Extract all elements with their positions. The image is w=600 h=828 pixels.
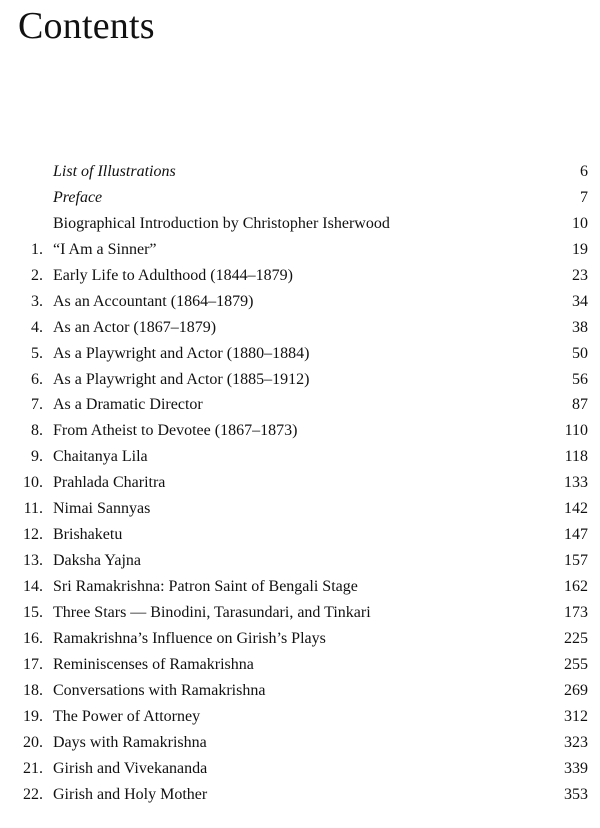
toc-entry-label: List of Illustrations	[53, 163, 176, 180]
chapter-title: Nimai Sannyas	[53, 500, 151, 518]
chapter-title: Conversations with Ramakrishna	[53, 681, 266, 699]
chapter-title: Girish and Holy Mother	[53, 785, 208, 803]
toc-entry-page: 10	[572, 214, 588, 232]
chapter-title: Daksha Yajna	[53, 552, 141, 570]
chapter-page: 56	[572, 370, 588, 388]
chapter-title: As an Accountant (1864–1879)	[53, 292, 254, 310]
chapter-number: 12.	[23, 526, 43, 544]
chapter-number: 2.	[31, 266, 43, 284]
chapter-page: 23	[572, 266, 588, 284]
toc-chapter-2[interactable]	[0, 263, 600, 289]
chapter-number: 5.	[31, 344, 43, 362]
chapter-page: 19	[572, 240, 588, 258]
toc-entry-page: 7	[580, 188, 588, 206]
chapter-number: 8.	[31, 422, 43, 440]
chapter-number: 16.	[23, 629, 43, 647]
chapter-page: 225	[564, 629, 588, 647]
chapter-page: 147	[564, 526, 588, 544]
chapter-title: Early Life to Adulthood (1844–1879)	[53, 266, 293, 284]
toc-chapter-20[interactable]	[0, 730, 600, 756]
toc-chapter-1[interactable]	[0, 237, 600, 263]
toc-entry-biographical-introduction[interactable]	[0, 211, 600, 237]
chapter-number: 7.	[31, 396, 43, 414]
chapter-page: 34	[572, 292, 588, 310]
toc-chapter-16[interactable]	[0, 626, 600, 652]
chapter-number: 10.	[23, 474, 43, 492]
toc-chapter-14[interactable]	[0, 574, 600, 600]
toc-entry-label: Preface	[53, 188, 103, 206]
toc-chapter-8[interactable]	[0, 418, 600, 444]
chapter-page: 110	[564, 422, 588, 440]
toc-chapter-5[interactable]	[0, 341, 600, 367]
chapter-page: 323	[564, 733, 588, 751]
table-of-contents	[0, 159, 600, 807]
toc-chapter-4[interactable]	[0, 315, 600, 341]
chapter-page: 118	[564, 448, 588, 466]
toc-entry-page: 6	[580, 163, 588, 180]
chapter-title: As a Playwright and Actor (1885–1912)	[53, 370, 310, 388]
chapter-title: Brishaketu	[53, 526, 123, 544]
chapter-title: Chaitanya Lila	[53, 448, 148, 466]
chapter-number: 11.	[23, 500, 43, 518]
chapter-number: 18.	[23, 681, 43, 699]
toc-chapter-12[interactable]	[0, 522, 600, 548]
chapter-page: 157	[564, 552, 588, 570]
toc-chapter-15[interactable]	[0, 600, 600, 626]
chapter-number: 1.	[31, 240, 43, 258]
chapter-number: 22.	[23, 785, 43, 803]
chapter-title: Days with Ramakrishna	[53, 733, 207, 751]
toc-chapter-21[interactable]	[0, 756, 600, 782]
chapter-page: 133	[564, 474, 588, 492]
toc-chapter-17[interactable]	[0, 652, 600, 678]
toc-chapter-22[interactable]	[0, 782, 600, 808]
chapter-title: Girish and Vivekananda	[53, 759, 208, 777]
chapter-page: 162	[564, 578, 588, 595]
toc-chapter-19[interactable]	[0, 704, 600, 730]
chapter-number: 13.	[23, 552, 43, 570]
toc-chapter-13[interactable]	[0, 548, 600, 574]
chapter-page: 173	[564, 603, 588, 621]
toc-chapter-9[interactable]	[0, 444, 600, 470]
toc-entry-preface[interactable]	[0, 185, 600, 211]
toc-chapter-6[interactable]	[0, 367, 600, 393]
chapter-page: 339	[564, 759, 588, 777]
toc-chapter-18[interactable]	[0, 678, 600, 704]
chapter-title: As a Dramatic Director	[53, 396, 203, 414]
toc-chapter-3[interactable]	[0, 289, 600, 315]
chapter-page: 312	[564, 707, 588, 725]
chapter-page: 50	[572, 344, 588, 362]
chapter-title: Reminiscenses of Ramakrishna	[53, 655, 254, 673]
chapter-number: 4.	[31, 318, 43, 336]
chapter-page: 87	[572, 396, 588, 414]
chapter-number: 14.	[23, 578, 43, 595]
chapter-number: 3.	[31, 292, 43, 310]
chapter-number: 20.	[23, 733, 43, 751]
toc-chapter-7[interactable]	[0, 392, 600, 418]
chapter-number: 19.	[23, 707, 43, 725]
chapter-number: 17.	[23, 655, 43, 673]
toc-entry-label: Biographical Introduction by Christopher Isherwood	[53, 214, 390, 232]
chapter-page: 353	[564, 785, 588, 803]
chapter-title: “I Am a Sinner”	[53, 240, 157, 258]
page-title: Contents	[18, 5, 155, 47]
chapter-title: The Power of Attorney	[53, 707, 201, 725]
chapter-title: Sri Ramakrishna: Patron Saint of Bengali Stage	[53, 578, 358, 595]
chapter-page: 38	[572, 318, 588, 336]
chapter-number: 6.	[31, 370, 43, 388]
chapter-title: Three Stars — Binodini, Tarasundari, and Tinkari	[53, 603, 371, 621]
chapter-page: 255	[564, 655, 588, 673]
chapter-title: As a Playwright and Actor (1880–1884)	[53, 344, 310, 362]
chapter-title: As an Actor (1867–1879)	[53, 318, 217, 336]
chapter-title: Ramakrishna’s Influence on Girish’s Plays	[53, 629, 326, 647]
chapter-number: 15.	[23, 603, 43, 621]
chapter-page: 142	[564, 500, 588, 518]
chapter-number: 21.	[23, 759, 43, 777]
chapter-number: 9.	[31, 448, 43, 466]
toc-chapter-11[interactable]	[0, 496, 600, 522]
chapter-title: Prahlada Charitra	[53, 474, 166, 492]
toc-entry-list-of-illustrations[interactable]	[0, 159, 600, 185]
chapter-page: 269	[564, 681, 588, 699]
chapter-title: From Atheist to Devotee (1867–1873)	[53, 422, 298, 440]
toc-chapter-10[interactable]	[0, 470, 600, 496]
